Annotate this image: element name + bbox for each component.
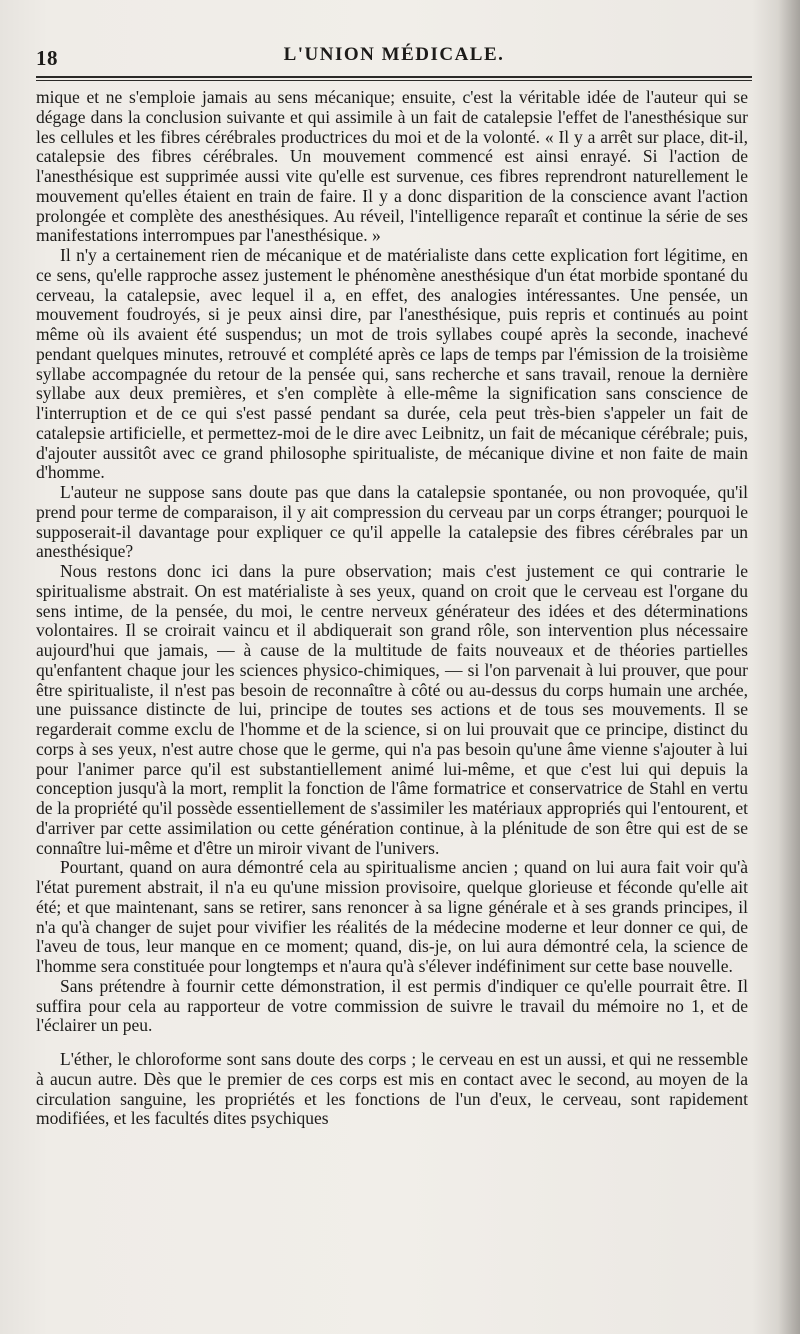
paragraph: L'auteur ne suppose sans doute pas que dans la catalepsie spontanée, ou non provoquée, qu'il prend pour terme de comparaison, il y ait compression du cerveau par un corps étranger; pourquoi le supposerait-il davantage pour expliquer ce qu'il appelle la catalepsie des fibres cérébrales par un anesthésique? (36, 482, 748, 562)
article-body (36, 88, 748, 1129)
paragraph-continued: mique et ne s'emploie jamais au sens mécanique; ensuite, c'est la véritable idée de l'auteur qui se dégage dans la conclusion suivante et qui assimile à un fait de catalepsie l'effet de l'anesthésique sur les cellules et les fibres cérébrales productrices du moi et de la volonté. « Il y a arrêt sur place, dit-il, catalepsie des fibres cérébrales. Un mouvement commencé est ainsi enrayé. Si l'action de l'anesthésique est supprimée aussi vite qu'elle est survenue, ces fibres reprendront naturellement le mouvement qu'elles étaient en train de faire. Il y a donc disparition de la conscience avant l'action prolongée et complète des anesthésiques. Au réveil, l'intelligence reparaît et continue la série de ses manifestations interrompues par l'anesthésique. » (36, 87, 748, 246)
paragraph: L'éther, le chloroforme sont sans doute des corps ; le cerveau en est un aussi, et qui ne ressemble à aucun autre. Dès que le premier de ces corps est mis en contact avec le second, au moyen de la circulation sanguine, les propriétés et les fonctions de l'un d'eux, le cerveau, sont rapidement modifiées, et les facultés dites psychiques (36, 1049, 748, 1129)
paragraph: Il n'y a certainement rien de mécanique et de matérialiste dans cette explication fort légitime, en ce sens, qu'elle rapproche assez justement le phénomène anesthésique d'un état morbide spontané du cerveau, la catalepsie, avec lequel il a, en effet, des analogies intéressantes. Une pensée, un mouvement foudroyés, si je peux ainsi dire, par l'anesthésique, puis repris et continués au point même où ils avaient été suspendus; un mot de trois syllabes coupé après la seconde, inachevé pendant quelques minutes, retrouvé et complété après ce laps de temps par l'émission de la troisième syllabe accompagnée du retour de la pensée qui, sans recherche et sans travail, renoue la dernière syllabe aux deux premières, et s'en complète à elle-même la signification sans conscience de l'interruption et de ce qui s'est passé pendant sa durée, cela peut très-bien s'appeler un fait de catalepsie artificielle, et permettez-moi de le dire avec Leibnitz, un fait de mécanique cérébrale; puis, d'ajouter aussitôt avec ce grand philosophe spiritualiste, de mécanique divine et non faite de main d'homme. (36, 245, 748, 483)
page-number: 18 (36, 46, 58, 70)
paragraph: Nous restons donc ici dans la pure observation; mais c'est justement ce qui contrarie le spiritualisme abstrait. On est matérialiste à ses yeux, quand on croit que le cerveau est l'organe du sens intime, de la pensée, du moi, le centre nerveux générateur des idées et des déterminations volontaires. Il se croirait vaincu et il abdiquerait son grand rôle, son intervention plus nécessaire aujourd'hui que jamais, — à cause de la multitude de faits nouveaux et de théories partielles qu'enfantent chaque jour les sciences physico-chimiques, — si l'on parvenait à lui prouver, que pour être spiritualiste, il n'est pas besoin de reconnaître à côté ou au-dessus du corps humain une archée, une puissance distincte de lui, principe de toutes ses actions et de tous ses mouvements. Il se regarderait comme exclu de l'homme et de la science, si on lui prouvait que ce principe, distinct du corps à ses yeux, n'est autre chose que le germe, qui n'a pas besoin qu'une âme vienne s'ajouter à lui pour l'animer parce qu'il est substantiellement animé lui-même, et que c'est lui qui depuis la conception jusqu'à la mort, remplit la fonction de l'âme formatrice et conservatrice de Stahl en vertu de la propriété qu'il possède essentiellement de s'assimiler les matériaux appropriés qui l'entourent, et d'arriver par cette assimilation ou cette génération continue, à la plénitude de son être qui est de se connaître lui-même et d'être un miroir vivant de l'univers. (36, 561, 748, 858)
header-rule (36, 76, 752, 78)
page-header (36, 40, 752, 70)
paragraph: Sans prétendre à fournir cette démonstration, il est permis d'indiquer ce qu'elle pourrait être. Il suffira pour cela au rapporteur de votre commission de suivre le travail du mémoire no 1, et de l'éclairer un peu. (36, 975, 748, 1036)
paragraph: Pourtant, quand on aura démontré cela au spiritualisme ancien ; quand on lui aura fait voir qu'à l'état purement abstrait, il n'a eu qu'une mission provisoire, quelque glorieuse et féconde qu'elle ait été; et que maintenant, sans se retirer, sans renoncer à sa ligne générale et à ses grands principes, il n'a qu'à changer de sujet pour vivifier les réalités de la médecine moderne et leur donner ce qui, de l'aveu de tous, leur manque en ce moment; quand, dis-je, on lui aura démontré cela, la science de l'homme sera constituée pour longtemps et n'aura qu'à s'élever indéfiniment sur cette base nouvelle. (36, 857, 748, 976)
page-binding-shadow (778, 0, 800, 1334)
header-rule-thin (36, 80, 752, 81)
running-title: L'UNION MÉDICALE. (283, 44, 505, 65)
